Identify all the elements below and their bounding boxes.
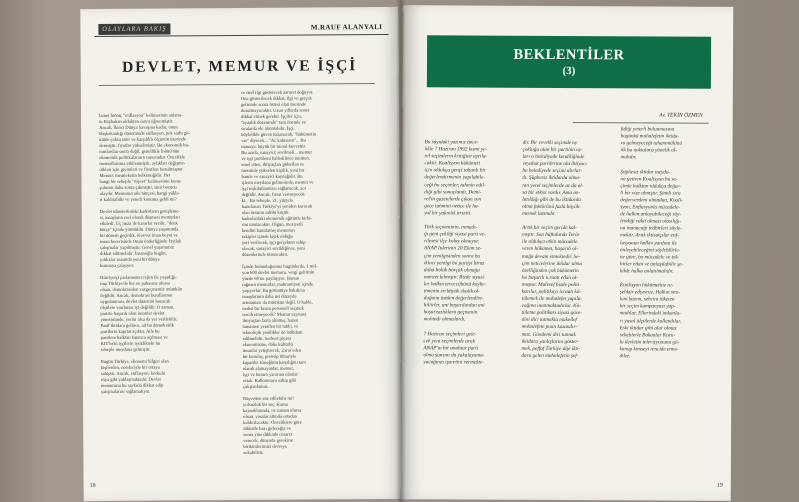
- left-col-1-line: bütçe" içinde yürütüldü. Dünya yaşamında: [99, 226, 179, 232]
- right-col-3-line: çimle halktan oldukça değer-: [620, 183, 681, 190]
- left-col-1-line: Başbakanlığı döneminde enflasyon, pek sarhı gö-: [99, 130, 191, 136]
- right-col-3-line: kunup kimseyi rencide etme-: [619, 346, 679, 353]
- right-col-1-line: rel'in gazetelerde çıkan son: [424, 196, 482, 203]
- left-col-1-line: Hürriyetçi parlamenter rejim ile yaşadığı-: [100, 274, 177, 280]
- left-col-1-line: çalışmalarını sağlamalıyız.: [100, 388, 151, 394]
- right-col-3-line: bugünkü muhalefetin iktida-: [620, 133, 680, 140]
- left-col-2-line: işlerin meydana gelmesinde, memur ve: [241, 179, 314, 185]
- right-col-2-line: veren hükümet, başarılı ol-: [522, 246, 579, 253]
- left-col-2-line: durulmayacaktır. Uzun yıllarda sonra: [240, 107, 310, 113]
- left-col-2-line: İçinde bulunduğumuz bugünlerde, 1 mil-: [242, 263, 318, 269]
- left-col-2-line: dikkat etmek gerekir. İşçiler için,: [241, 113, 302, 119]
- right-col-2-line: nın yerel seçimlerde az da ol-: [522, 182, 584, 189]
- left-col-1-line: dermiştir, fiyatlar yükselmiştir. Bu ekonomik bu-: [99, 142, 190, 148]
- title-banner: [427, 35, 711, 88]
- left-col-2-line: böylelikle güven kazanacak, "hükümetin: [241, 131, 317, 137]
- left-column-2: [241, 89, 380, 482]
- left-col-1-line: rüya gibi yaklaşmaktadır. Devlet: [100, 376, 161, 382]
- left-col-1-line: ri kaldırabilir ve yeterli konuma geldi mi?: [99, 196, 177, 202]
- right-col-3-line: sebeblerle Bakanlar Kuru-: [619, 331, 676, 339]
- left-col-1-line: külde çoktu sinir ve karşılıklı ölçünün üzerinde: [99, 136, 186, 142]
- left-col-1-line: dikkat edilmelidir. İnsanoğlu bugün,: [99, 250, 167, 256]
- left-col-2-line: rini tanıtacaktır. Olgun, meziyetli: [241, 221, 303, 227]
- left-col-2-line: rağmen memurlar, mahrumiyeti içinde: [242, 281, 313, 287]
- left-col-1-line: nımlardan sonra değil, genellikle İnönü'nün: [99, 148, 180, 154]
- right-col-3-line: de halkın anlayabileceği söy-: [620, 211, 682, 218]
- left-col-2-line: ekonomisine, daha kültürlü: [242, 341, 293, 347]
- left-col-2-line: sıralarda ele alınmalıdır. İşçi,: [241, 125, 295, 131]
- right-col-1-line: rel seçimlerin kritiğine ayrıla-: [424, 153, 488, 160]
- left-col-2-line: dikkatle bazı gideceğiz ve: [243, 425, 292, 431]
- left-col-1-line: insan becerisinde Onun önderliğinde faydalı: [99, 238, 182, 244]
- right-col-1-line: 7 Haziran seçimleri gele-: [423, 330, 477, 338]
- right-col-2-line: memek lazımdır.: [522, 210, 556, 217]
- right-col-2-line: dara gelen muhalefetin şef-: [521, 352, 579, 359]
- right-col-1-line: daha bölük börçük olmağa: [423, 266, 480, 274]
- right-col-3-line: leni bazım, sebrini tüketen: [619, 296, 675, 303]
- right-col-2-line: Artık bir seçim geride kal-: [522, 224, 577, 232]
- left-col-1-line: yönetiminde, yerini alsa da yer verilebilir.: [100, 316, 178, 322]
- right-column-3: [619, 126, 715, 480]
- left-col-2-line: rakipler içinde layık olduğu: [241, 233, 293, 239]
- right-col-1-line: olma şansını da yakalayama-: [423, 352, 485, 359]
- right-col-2-line: veyahut partilerine ola ihtiyacı: [522, 161, 587, 168]
- right-col-2-line: dini diri tutmakla mükellef: [521, 317, 577, 324]
- left-col-2-line: teknolojik yenilikler de istihdam: [242, 329, 303, 335]
- right-col-2-line: çokluğu olan bir partinin oy-: [522, 146, 583, 154]
- left-col-2-line: kapatılır. Emeğinin karşılığını tam: [242, 359, 306, 365]
- left-col-2-line: ihtiyaçtan fazla alınmış, bazen: [242, 317, 299, 323]
- right-col-1-line: muhtadı olmazlardı.: [423, 316, 466, 323]
- left-col-1-line: şulması daha sonra çıkmıştır, sinir bozucu: [99, 184, 177, 190]
- author-rule: [573, 122, 709, 124]
- left-col-1-line: yıldızlar arasında yeni bir dünya: [100, 256, 160, 262]
- right-col-1-line: rilmesi ilçe kolay olmuyor.: [424, 238, 480, 245]
- right-col-3-line: lendiği vakit olmazı olasılığı-: [620, 218, 682, 225]
- left-col-2-line: ve özel ilgi gösterecek zaruret doğuyor.: [240, 89, 314, 95]
- right-col-2-line: iktidara yanlışlarını göster-: [521, 338, 580, 345]
- right-col-2-line: mıştır. Son haftalarda Terör: [522, 231, 580, 239]
- right-col-1-line: ikinci yenilgi bu partiyi biraz: [423, 259, 485, 267]
- left-column-1: [99, 112, 236, 483]
- left-col-2-line: yeri verilecek, işçi gerçekten sahip: [241, 239, 306, 245]
- left-col-1-line: Ancak, İkinci Dünya Savaşına kadar, onun: [99, 124, 178, 130]
- left-col-2-line: sokabiliriz.: [243, 449, 264, 455]
- left-col-2-line: tercih etmeyecek? Memur sayısına: [242, 311, 307, 317]
- right-col-3-line: syon, Enflasyonla mücadele-: [620, 204, 681, 211]
- title-rule: [99, 83, 375, 86]
- right-col-2-line: latıldığı gibi de bu iktidarda: [522, 196, 581, 203]
- right-col-3-line: na getiren Koalisyon bu se-: [620, 175, 678, 183]
- left-col-2-line: artmaması da mümkün değil. O halde,: [242, 299, 313, 305]
- left-col-2-line: var" diyecek... "Ac kalmasın"... Bu: [241, 137, 306, 143]
- left-col-1-line: nı Başbakan olduktan sonra öğrenmiştir.: [99, 118, 174, 124]
- right-col-1-line: likle 7 Haziran 1992 kısmi ye-: [424, 146, 488, 153]
- right-col-3-line: bir seçim kampanyası yap-: [619, 303, 676, 310]
- right-col-3-line: Eski iktidar gibi olur olmaz: [619, 324, 677, 332]
- right-col-2-line: kacılar, politikayı icraatı kö-: [521, 288, 582, 296]
- right-col-1-line: ttmenin en büyük ekalik ol-: [423, 288, 481, 295]
- right-col-3-line: mektir. Artık iktisatçılar enf-: [620, 232, 679, 239]
- left-col-2-line: üretimde yükselen kişilik, yeni bir: [241, 167, 305, 173]
- left-col-1-line: çalışmalar yapılmıştır. Genel yaşamımız: [99, 244, 174, 250]
- left-col-2-line: "işsizlik düzeninde" tam önemle ve: [241, 119, 307, 125]
- right-col-3-line: madılar. Ellerindeki imkanla-: [619, 310, 681, 318]
- article-title: DEVLET, MEMUR VE İŞÇİ: [122, 57, 358, 76]
- left-col-1-line: mız Türkiye'de her ne pahasına olursa: [100, 280, 170, 286]
- right-col-1-line: başarısızlıklara geçmenin: [423, 309, 478, 316]
- right-col-3-line: kilde halka anlatılmalıdır.: [619, 268, 674, 275]
- right-col-1-line: diği gibi sonuçlandı. Demi-: [424, 188, 482, 196]
- left-col-1-line: sahiptir. Ancak, enflasyon, korkulu: [100, 370, 166, 376]
- right-col-2-line: muştur. Malesef bizde politi-: [521, 281, 581, 288]
- left-col-1-line: ekonomik politikalarının sonucudur. Öncelikle: [99, 154, 186, 160]
- left-col-1-line: sebeple meydana gelmiştir.: [100, 346, 151, 352]
- right-col-2-line: ile oldukça etkin mücadele: [522, 239, 578, 246]
- left-col-1-line: partilerin kapılar açıktır. Aile bu: [100, 328, 160, 334]
- left-col-1-line: si, maaşların reel olarak düşmesi memurları: [99, 214, 181, 220]
- page-number: 18: [89, 483, 96, 490]
- right-col-2-line: dı. Şüphesiz iktidarda olma-: [522, 175, 581, 182]
- right-column-2: [521, 140, 615, 480]
- right-col-1-line: ler halkın teveccühünü kaybe-: [423, 281, 487, 288]
- left-col-2-line: Ona gösterilecek dikkat, ilgi ve gerçek: [240, 95, 312, 101]
- right-col-3-line: diler.: [619, 353, 631, 360]
- right-col-3-line: lu devletin televizyonunu gö-: [619, 339, 680, 346]
- left-col-2-line: çalıştırılamaz.: [242, 383, 269, 389]
- right-col-1-line: duğunu üstden değerlendire-: [423, 295, 484, 302]
- left-col-2-line: değildir. Ancak, fırsat vermeyecek: [241, 191, 305, 197]
- left-col-1-line: Bugün Türkiye, ekonomi bilgisi olan: [100, 358, 169, 364]
- left-col-1-line: İsmet İnönü, "enflasyon" kelimesinin anlamı-: [99, 112, 183, 118]
- right-col-2-line: özelliğinden çok hükümetin: [521, 267, 579, 274]
- left-col-2-line: olsun, yasalar altında ortadan: [243, 413, 297, 419]
- right-col-1-line: cek yeni seçimlerde artık: [423, 337, 476, 345]
- left-col-2-line: ortak. Kalkınmaya sahip gibi: [242, 377, 297, 383]
- banner-title: BEKLENTİLER: [513, 46, 625, 64]
- right-col-1-line: gece tahmini netice ile ha-: [424, 203, 480, 210]
- right-col-3-line: lasyonun halkın yardımı ile: [620, 239, 677, 247]
- left-col-2-line: emel etten, ihtiyaçları giderilen ve: [241, 161, 305, 167]
- left-col-2-line: verecek, dünyada gerekirse: [243, 437, 294, 443]
- right-col-2-line: tüleme politikası siyasi güve-: [521, 310, 583, 317]
- left-col-1-line: etkiledi. Üç imza ile kararlar verilir, "denk: [99, 220, 178, 226]
- left-col-2-line: düzenlerinde inanacaktır.: [241, 251, 289, 257]
- right-col-2-line: bu başarılı icraatı etkin ol-: [521, 274, 579, 281]
- left-col-2-line: işçi ve kurum yararına olanlar: [242, 371, 298, 377]
- right-col-2-line: çim neticelerine iktidar olma: [521, 260, 583, 267]
- right-col-3-line: Şüphesiz iktidar meyda-: [620, 168, 671, 176]
- left-col-2-line: hazırlanan Türkiye'yi yeniden kuracak: [241, 203, 313, 209]
- right-col-2-line: ları o belediyede kendiliğinde: [522, 153, 585, 161]
- left-col-2-line: manaya, büyük bir moral kuvvettir.: [241, 143, 307, 149]
- author: Av. TEKİN ÖZMEN: [659, 112, 703, 119]
- left-col-1-line: olsun, demokrasiden vazgeçmemiz mümkün: [100, 286, 183, 292]
- left-col-2-line: maaşlarının daha üst düzeyde: [242, 293, 297, 299]
- left-col-2-line: kaldırılacaktır. Önceliklere göre: [243, 419, 302, 425]
- right-col-2-line: cağına inanmaktadırlar. Kö-: [521, 302, 581, 310]
- left-col-1-line: dikleri için giyimleri ve fiyatları bozulmuştur.: [99, 166, 184, 172]
- left-col-1-line: değildir. Ancak, demokrasi kurallarının: [100, 292, 173, 298]
- left-col-2-line: ki... Bu sebeple, 21. yüzyıla: [241, 197, 293, 203]
- right-col-3-line: değerverdeni almadan, Koali-: [620, 197, 683, 204]
- right-col-2-line: olma faktörünü fazla büyük-: [522, 203, 581, 210]
- left-col-2-line: yolsuzluk bir suç. Kamu: [243, 401, 288, 407]
- right-col-3-line: şehkür ediyoruz. Halkın stre-: [619, 289, 681, 296]
- right-page: [401, 5, 734, 501]
- left-col-2-line: kadrolardaki ekonomik eğitimle birbi-: [241, 215, 313, 221]
- left-col-2-line: olacak, sanayici sevildiğince, yeni: [241, 245, 305, 251]
- right-col-1-line: ANAP'ın bir anahtar parti: [423, 344, 479, 352]
- right-col-1-line: ceği bu seçimler, tahmin edil-: [424, 181, 486, 189]
- left-col-2-line: kendini kanıtlamış memurun: [241, 227, 295, 233]
- left-col-1-line: partilere halktan kazınca açılması ve: [100, 334, 168, 340]
- right-col-3-line: fafiği yeterli bulunmasına: [620, 126, 675, 133]
- right-col-3-line: ne göre, bu mücadele ve tek-: [619, 253, 680, 261]
- right-col-2-line: mağa devam etmektedir. Se-: [521, 253, 581, 260]
- right-col-1-line: biliirler, ani başarılardan ani: [423, 302, 485, 309]
- left-col-2-line: Rüşvetten söz edilebilir mi?: [242, 395, 295, 401]
- left-col-2-line: işçi teşkilatlanması sağlanacak, zor: [241, 185, 307, 191]
- right-col-1-line: için oldukça gençi tabanlı bir: [424, 167, 486, 174]
- spine-shadow: [396, 0, 406, 502]
- right-col-1-line: Türk seçmeninin, inmadı-: [424, 224, 478, 231]
- right-col-2-line: muhalefete puan kazandır-: [521, 324, 578, 331]
- left-col-2-line: tamamen yeniden bir tablo, ve: [242, 323, 299, 329]
- left-col-1-line: Memur, memleketin belkemiğidir. Her: [99, 172, 171, 178]
- right-col-3-line: önleyebileceğini söylebilirle-: [620, 246, 681, 254]
- right-col-3-line: ilk bu noktalara yönelik ol-: [620, 147, 678, 154]
- right-col-2-line: mek, peffaf Türkiye dije ikti-: [521, 345, 581, 352]
- left-col-1-line: Devlet idarelerindeki kadroların genişleme-: [99, 208, 180, 214]
- left-col-2-line: Bu arada, sanayici; sevilmeli... memur: [241, 149, 312, 155]
- left-col-2-line: yon 600 devlet memuru, vergi gelirinin: [242, 269, 315, 275]
- right-col-3-line: na inanacağı tedbirleri söyle-: [620, 225, 682, 232]
- page-number: 19: [716, 482, 723, 489]
- left-col-2-line: olan insanın sahibi küçük: [241, 209, 289, 215]
- right-col-1-line: ğı geni çekilği siyasi parti ve-: [424, 231, 486, 238]
- left-col-2-line: yüzde 60'ını paylaşıyor. Bunun: [242, 275, 300, 281]
- right-col-3-line: birler etkin ve anlaşılabilir şe-: [619, 261, 684, 268]
- left-col-2-line: edilmelidir. Serbest piyasa: [242, 335, 292, 341]
- left-col-2-line: ve işçi problemi halledilince ümitten,: [241, 155, 310, 161]
- left-col-2-line: neden bir kısım personeli seçmek: [242, 305, 304, 311]
- left-col-2-line: gelirinde sonra üstesi olan üzerinde: [240, 101, 307, 107]
- right-col-2-line: dir. Bir evvelki seçimde oy: [522, 139, 578, 147]
- right-col-3-line: Koalisyon hükümetine re-: [619, 282, 674, 289]
- left-col-2-line: birikimlerimizi devreye: [243, 443, 287, 449]
- right-col-3-line: ra gelmeyeceği tahammülünü: [620, 140, 682, 147]
- left-col-1-line: hangi bir sebeple "rüşvet" kelimesinin konu-: [99, 178, 182, 184]
- left-page: [80, 7, 401, 501]
- right-col-3-line: rı yasal ölçülerde kullandılar.: [619, 317, 682, 325]
- left-col-2-line: kaynaklarında, ne zaman olursa: [243, 407, 302, 413]
- left-col-1-line: Pasif iktidara gelince, ait bu demokratik: [100, 322, 174, 328]
- left-col-2-line: sonra yine dikkatle cesaret: [243, 431, 293, 437]
- right-col-1-line: Bu sayıdaki yazımız önce-: [424, 139, 479, 146]
- left-col-1-line: bir dönem geçirdik. Kuvvet iman beyni ve: [99, 232, 178, 238]
- left-col-2-line: bir kuruluş, prensip itibariyle: [242, 353, 297, 359]
- left-col-1-line: pariste başarılı olan insanlar devlet: [100, 310, 165, 316]
- right-col-1-line: çim yenilgisinden sonra bu: [423, 252, 481, 260]
- section-tag: OLAYLARA BAKIŞ: [98, 23, 170, 35]
- right-col-1-line: yal bir yakınlık arzetti.: [424, 210, 472, 217]
- left-col-1-line: memurlarımız etkilenmiştir, aylıkları değişme-: [99, 160, 186, 166]
- right-col-2-line: sa bir etkisi vardır. Ama an-: [522, 189, 581, 196]
- left-col-1-line: KIT'lerin işçilerin işsizlikteki bu: [100, 340, 161, 346]
- left-col-2-line: hamle ve sanayici kaynağıdır. Bu: [241, 173, 303, 179]
- left-col-1-line: kurmaya çalışıyor.: [100, 262, 135, 268]
- right-col-1-line: değerlendirmenin yapılabile-: [424, 174, 486, 182]
- right-col-3-line: li bir vize almıştır. Şimdi sıra: [620, 190, 681, 197]
- right-col-2-line: tülemek ile muhalefet yapıla-: [521, 295, 583, 303]
- right-col-2-line: bu belediyede seçimi alırlar-: [522, 168, 583, 175]
- left-col-2-line: insanlar yetiştirerek, Zarar eden: [242, 347, 302, 353]
- left-col-1-line: kişilerden, nereleriyle bir ortaya: [100, 364, 160, 370]
- right-col-2-line: maz. Gündemi diri tutmak: [521, 331, 576, 338]
- right-col-1-line: ANAP liderinin 20 Ekim se-: [424, 245, 482, 252]
- byline: M.RAUF ALANYALI: [310, 23, 383, 32]
- right-col-1-line: namzet kılmıştır. Bizde siyasi-: [423, 274, 486, 281]
- right-col-3-line: malıdır.: [620, 154, 637, 161]
- left-col-1-line: ölçülere varılması iyi değildir. O zaman,: [100, 304, 175, 310]
- right-col-1-line: caktır. Koalisyon hükümeti: [424, 160, 480, 167]
- left-col-1-line: memurunu bu sayfada dikkat edip: [100, 382, 164, 388]
- left-col-1-line: olaydır. Memurun aile bütçesi, hangi yükle-: [99, 190, 181, 196]
- right-col-1-line: yacağının işaretini vermekte-: [423, 359, 485, 366]
- left-col-2-line: olarak alamayanlar, memur,: [242, 365, 294, 371]
- left-col-1-line: uygulanması, devlet düzenini bozacak: [100, 298, 171, 304]
- banner-subtitle: (3): [562, 64, 576, 78]
- right-column-1: [423, 139, 517, 479]
- left-col-2-line: yaşıyorlar. Bu görüntüye bakılırsa: [242, 287, 305, 293]
